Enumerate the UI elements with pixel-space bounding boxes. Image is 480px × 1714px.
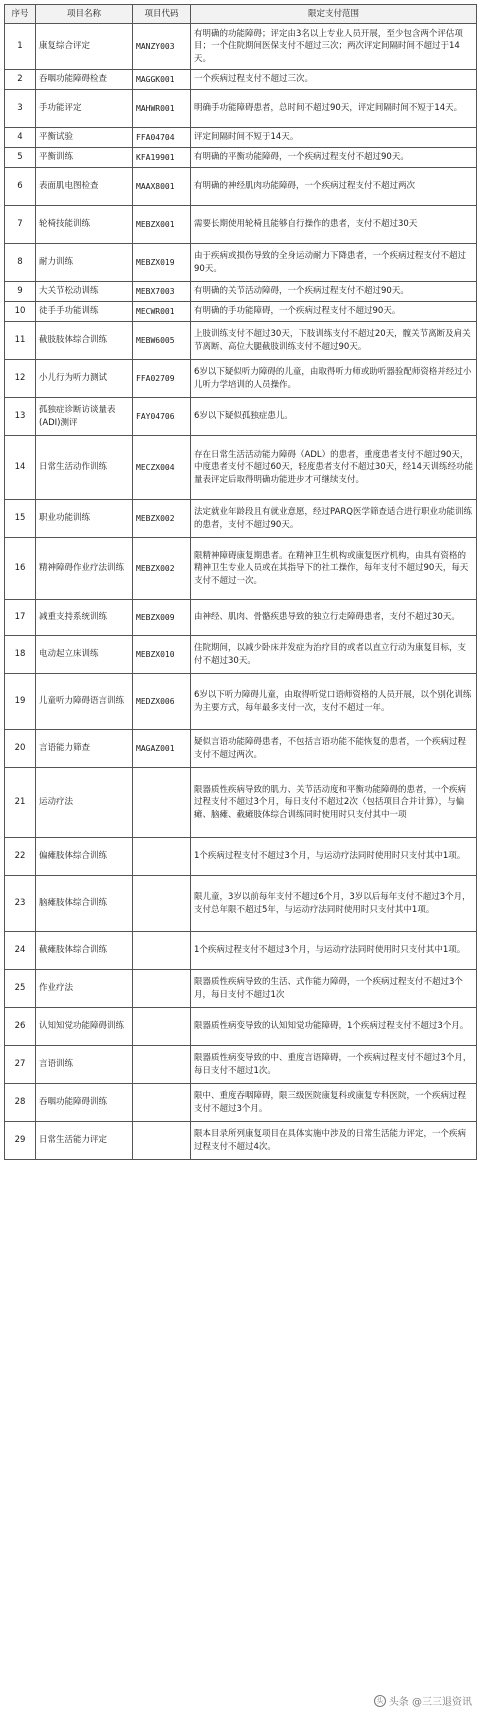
payment-scope: 限器质性病变导致的中、重度言语障碍，一个疾病过程支付不超过3个月，每日支付不超过1次。 (191, 1046, 477, 1084)
item-code (133, 1084, 191, 1122)
table-row (5, 282, 477, 302)
item-name: 徒手手功能训练 (36, 302, 133, 322)
row-number: 9 (5, 282, 36, 302)
payment-scope: 有明确的平衡功能障碍，一个疾病过程支付不超过90天。 (191, 148, 477, 168)
table-row (5, 244, 477, 282)
payment-scope: 限器质性病变导致的认知知觉功能障碍，1个疾病过程支付不超过3个月。 (191, 1008, 477, 1046)
row-number: 23 (5, 876, 36, 932)
payment-scope: 6岁以下疑似孤独症患儿。 (191, 398, 477, 436)
payment-scope: 有明确的关节活动障碍，一个疾病过程支付不超过90天。 (191, 282, 477, 302)
rehab-payment-table (4, 4, 477, 1160)
payment-scope: 上肢训练支付不超过30天，下肢训练支付不超过20天，髋关节离断及肩关节离断、高位大腿截肢训练支付不超过90天。 (191, 322, 477, 360)
table-row (5, 360, 477, 398)
table-row (5, 24, 477, 70)
item-code (133, 932, 191, 970)
item-name: 儿童听力障碍语言训练 (36, 674, 133, 730)
header-row (5, 5, 477, 24)
row-number: 17 (5, 600, 36, 636)
item-code: MAAX8001 (133, 168, 191, 206)
row-number: 11 (5, 322, 36, 360)
row-number: 7 (5, 206, 36, 244)
item-name: 电动起立床训练 (36, 636, 133, 674)
payment-scope: 有明确的功能障碍；评定由3名以上专业人员开展，至少包含两个评估项目；一个住院期间医保支付不超过三次；两次评定间隔时间不超过于14天。 (191, 24, 477, 70)
payment-scope: 1个疾病过程支付不超过3个月，与运动疗法同时使用时只支付其中1项。 (191, 932, 477, 970)
row-number: 15 (5, 500, 36, 538)
payment-scope: 限儿童，3岁以前每年支付不超过6个月，3岁以后每年支付不超过3个月，支付总年限不超过5年，与运动疗法同时使用时只支付其中1项。 (191, 876, 477, 932)
row-number: 22 (5, 838, 36, 876)
payment-scope: 明确手功能障碍患者，总时间不超过90天，评定间隔时间不短于14天。 (191, 90, 477, 128)
table-body (5, 24, 477, 1160)
item-code: KFA19901 (133, 148, 191, 168)
header-name: 项目名称 (36, 5, 133, 24)
table-row (5, 168, 477, 206)
item-name: 言语能力筛查 (36, 730, 133, 768)
row-number: 12 (5, 360, 36, 398)
item-code (133, 838, 191, 876)
item-name: 平衡训练 (36, 148, 133, 168)
row-number: 20 (5, 730, 36, 768)
payment-scope: 限器质性疾病导致的生活、式作能力障碍，一个疾病过程支付不超过3个月，每日支付不超过1次 (191, 970, 477, 1008)
item-code: FFA02709 (133, 360, 191, 398)
item-name: 大关节松动训练 (36, 282, 133, 302)
item-code: MANZY003 (133, 24, 191, 70)
item-name: 截肢肢体综合训练 (36, 322, 133, 360)
row-number: 18 (5, 636, 36, 674)
payment-scope: 限本目录所列康复项目在具体实施中涉及的日常生活能力评定，一个疾病过程支付不超过4次。 (191, 1122, 477, 1160)
row-number: 25 (5, 970, 36, 1008)
row-number: 8 (5, 244, 36, 282)
table-row (5, 932, 477, 970)
item-code: MEBZX001 (133, 206, 191, 244)
table-row (5, 600, 477, 636)
payment-scope: 评定间隔时间不短于14天。 (191, 128, 477, 148)
row-number: 1 (5, 24, 36, 70)
row-number: 21 (5, 768, 36, 838)
item-name: 日常生活能力评定 (36, 1122, 133, 1160)
payment-scope: 1个疾病过程支付不超过3个月，与运动疗法同时使用时只支付其中1项。 (191, 838, 477, 876)
table-row (5, 876, 477, 932)
row-number: 13 (5, 398, 36, 436)
item-code: FFA04704 (133, 128, 191, 148)
item-code (133, 1046, 191, 1084)
table-row (5, 838, 477, 876)
item-code: MEBW6005 (133, 322, 191, 360)
row-number: 28 (5, 1084, 36, 1122)
watermark-text: 头条 @三三退资讯 (388, 1697, 472, 1708)
row-number: 4 (5, 128, 36, 148)
payment-scope: 存在日常生活活动能力障碍（ADL）的患者，重度患者支付不超过90天，中度患者支付不超过60天，轻度患者支付不超过30天，经14天训练经功能量表评定后取得明确功能进步才可继续支付。 (191, 436, 477, 500)
item-name: 精神障碍作业疗法训练 (36, 538, 133, 600)
table-row (5, 1008, 477, 1046)
item-code: MEDZX006 (133, 674, 191, 730)
row-number: 29 (5, 1122, 36, 1160)
item-code: MECWR001 (133, 302, 191, 322)
payment-scope: 需要长期使用轮椅且能够自行操作的患者，支付不超过30天 (191, 206, 477, 244)
table-row (5, 500, 477, 538)
item-name: 孤独症诊断访谈量表(ADI)测评 (36, 398, 133, 436)
payment-scope: 法定就业年龄段且有就业意愿，经过PARQ医学筛查适合进行职业功能训练的患者，支付不超过90天。 (191, 500, 477, 538)
table-row (5, 1122, 477, 1160)
payment-scope: 有明确的手功能障碍，一个疾病过程支付不超过90天。 (191, 302, 477, 322)
table-row (5, 970, 477, 1008)
table-row (5, 70, 477, 90)
row-number: 14 (5, 436, 36, 500)
table-row (5, 398, 477, 436)
item-name: 减重支持系统训练 (36, 600, 133, 636)
item-name: 轮椅技能训练 (36, 206, 133, 244)
table-row (5, 538, 477, 600)
watermark (374, 1693, 472, 1708)
payment-scope: 由于疾病或损伤导致的全身运动耐力下降患者，一个疾病过程支付不超过90天。 (191, 244, 477, 282)
header-rule: 限定支付范围 (191, 5, 477, 24)
row-number: 10 (5, 302, 36, 322)
payment-scope: 限精神障碍康复期患者。在精神卫生机构或康复医疗机构，由具有资格的精神卫生专业人员或在其指导下的社工操作，每年支付不超过90天，每天支付不超过一次。 (191, 538, 477, 600)
table-header (5, 5, 477, 24)
table-row (5, 148, 477, 168)
table-row (5, 436, 477, 500)
payment-scope: 限器质性疾病导致的肌力、关节活动度和平衡功能障碍的患者，一个疾病过程支付不超过3个月，每日支付不超过2次（包括项目合并计算），与偏瘫、脑瘫、截瘫肢体综合训练同时使用时只支付其中一项 (191, 768, 477, 838)
table-row (5, 302, 477, 322)
item-name: 截瘫肢体综合训练 (36, 932, 133, 970)
item-name: 平衡试验 (36, 128, 133, 148)
item-code: MEBZX002 (133, 500, 191, 538)
item-code: MAGGK001 (133, 70, 191, 90)
item-name: 吞咽功能障碍训练 (36, 1084, 133, 1122)
item-code (133, 970, 191, 1008)
payment-scope: 限中、重度吞咽障碍，限三级医院康复科或康复专科医院，一个疾病过程支付不超过3个月。 (191, 1084, 477, 1122)
table-row (5, 636, 477, 674)
table-row (5, 1084, 477, 1122)
table-row (5, 206, 477, 244)
payment-scope: 一个疾病过程支付不超过三次。 (191, 70, 477, 90)
item-code (133, 768, 191, 838)
item-name: 认知知觉功能障碍训练 (36, 1008, 133, 1046)
table-row (5, 1046, 477, 1084)
item-name: 职业功能训练 (36, 500, 133, 538)
item-code: FAY04706 (133, 398, 191, 436)
item-code (133, 1008, 191, 1046)
item-name: 手功能评定 (36, 90, 133, 128)
row-number: 16 (5, 538, 36, 600)
item-code: MEBZX002 (133, 538, 191, 600)
payment-scope: 6岁以下听力障碍儿童，由取得听觉口语师资格的人员开展，以个别化训练为主要方式，每年最多支付一次，支付不超过一年。 (191, 674, 477, 730)
item-code: MEBZX010 (133, 636, 191, 674)
item-name: 言语训练 (36, 1046, 133, 1084)
table-row (5, 674, 477, 730)
item-code: MECZX004 (133, 436, 191, 500)
item-name: 耐力训练 (36, 244, 133, 282)
item-code: MAGAZ001 (133, 730, 191, 768)
row-number: 6 (5, 168, 36, 206)
row-number: 27 (5, 1046, 36, 1084)
table-row (5, 90, 477, 128)
item-code (133, 1122, 191, 1160)
row-number: 3 (5, 90, 36, 128)
payment-scope: 由神经、肌肉、骨骼疾患导致的独立行走障碍患者，支付不超过30天。 (191, 600, 477, 636)
row-number: 19 (5, 674, 36, 730)
table-row (5, 128, 477, 148)
item-name: 小儿行为听力测试 (36, 360, 133, 398)
table-row (5, 322, 477, 360)
item-name: 康复综合评定 (36, 24, 133, 70)
item-name: 吞咽功能障碍检查 (36, 70, 133, 90)
payment-scope: 住院期间，以减少卧床并发症为治疗目的或者以直立行动为康复目标，支付不超过30天。 (191, 636, 477, 674)
payment-scope: 6岁以下疑似听力障碍的儿童，由取得听力师或助听器验配师资格并经过小儿听力学培训的人员操作。 (191, 360, 477, 398)
table-row (5, 730, 477, 768)
header-no: 序号 (5, 5, 36, 24)
toutiao-logo-icon: 头 (374, 1695, 386, 1707)
payment-scope: 疑似言语功能障碍患者，不包括言语功能不能恢复的患者，一个疾病过程支付不超过两次。 (191, 730, 477, 768)
row-number: 2 (5, 70, 36, 90)
row-number: 24 (5, 932, 36, 970)
item-name: 运动疗法 (36, 768, 133, 838)
header-code: 项目代码 (133, 5, 191, 24)
item-code: MAHWR001 (133, 90, 191, 128)
item-code: MEBX7003 (133, 282, 191, 302)
item-name: 表面肌电图检查 (36, 168, 133, 206)
table-row (5, 768, 477, 838)
item-code: MEBZX019 (133, 244, 191, 282)
item-code: MEBZX009 (133, 600, 191, 636)
item-name: 偏瘫肢体综合训练 (36, 838, 133, 876)
item-name: 日常生活动作训练 (36, 436, 133, 500)
row-number: 26 (5, 1008, 36, 1046)
item-name: 脑瘫肢体综合训练 (36, 876, 133, 932)
item-name: 作业疗法 (36, 970, 133, 1008)
row-number: 5 (5, 148, 36, 168)
payment-scope: 有明确的神经肌肉功能障碍，一个疾病过程支付不超过两次 (191, 168, 477, 206)
item-code (133, 876, 191, 932)
